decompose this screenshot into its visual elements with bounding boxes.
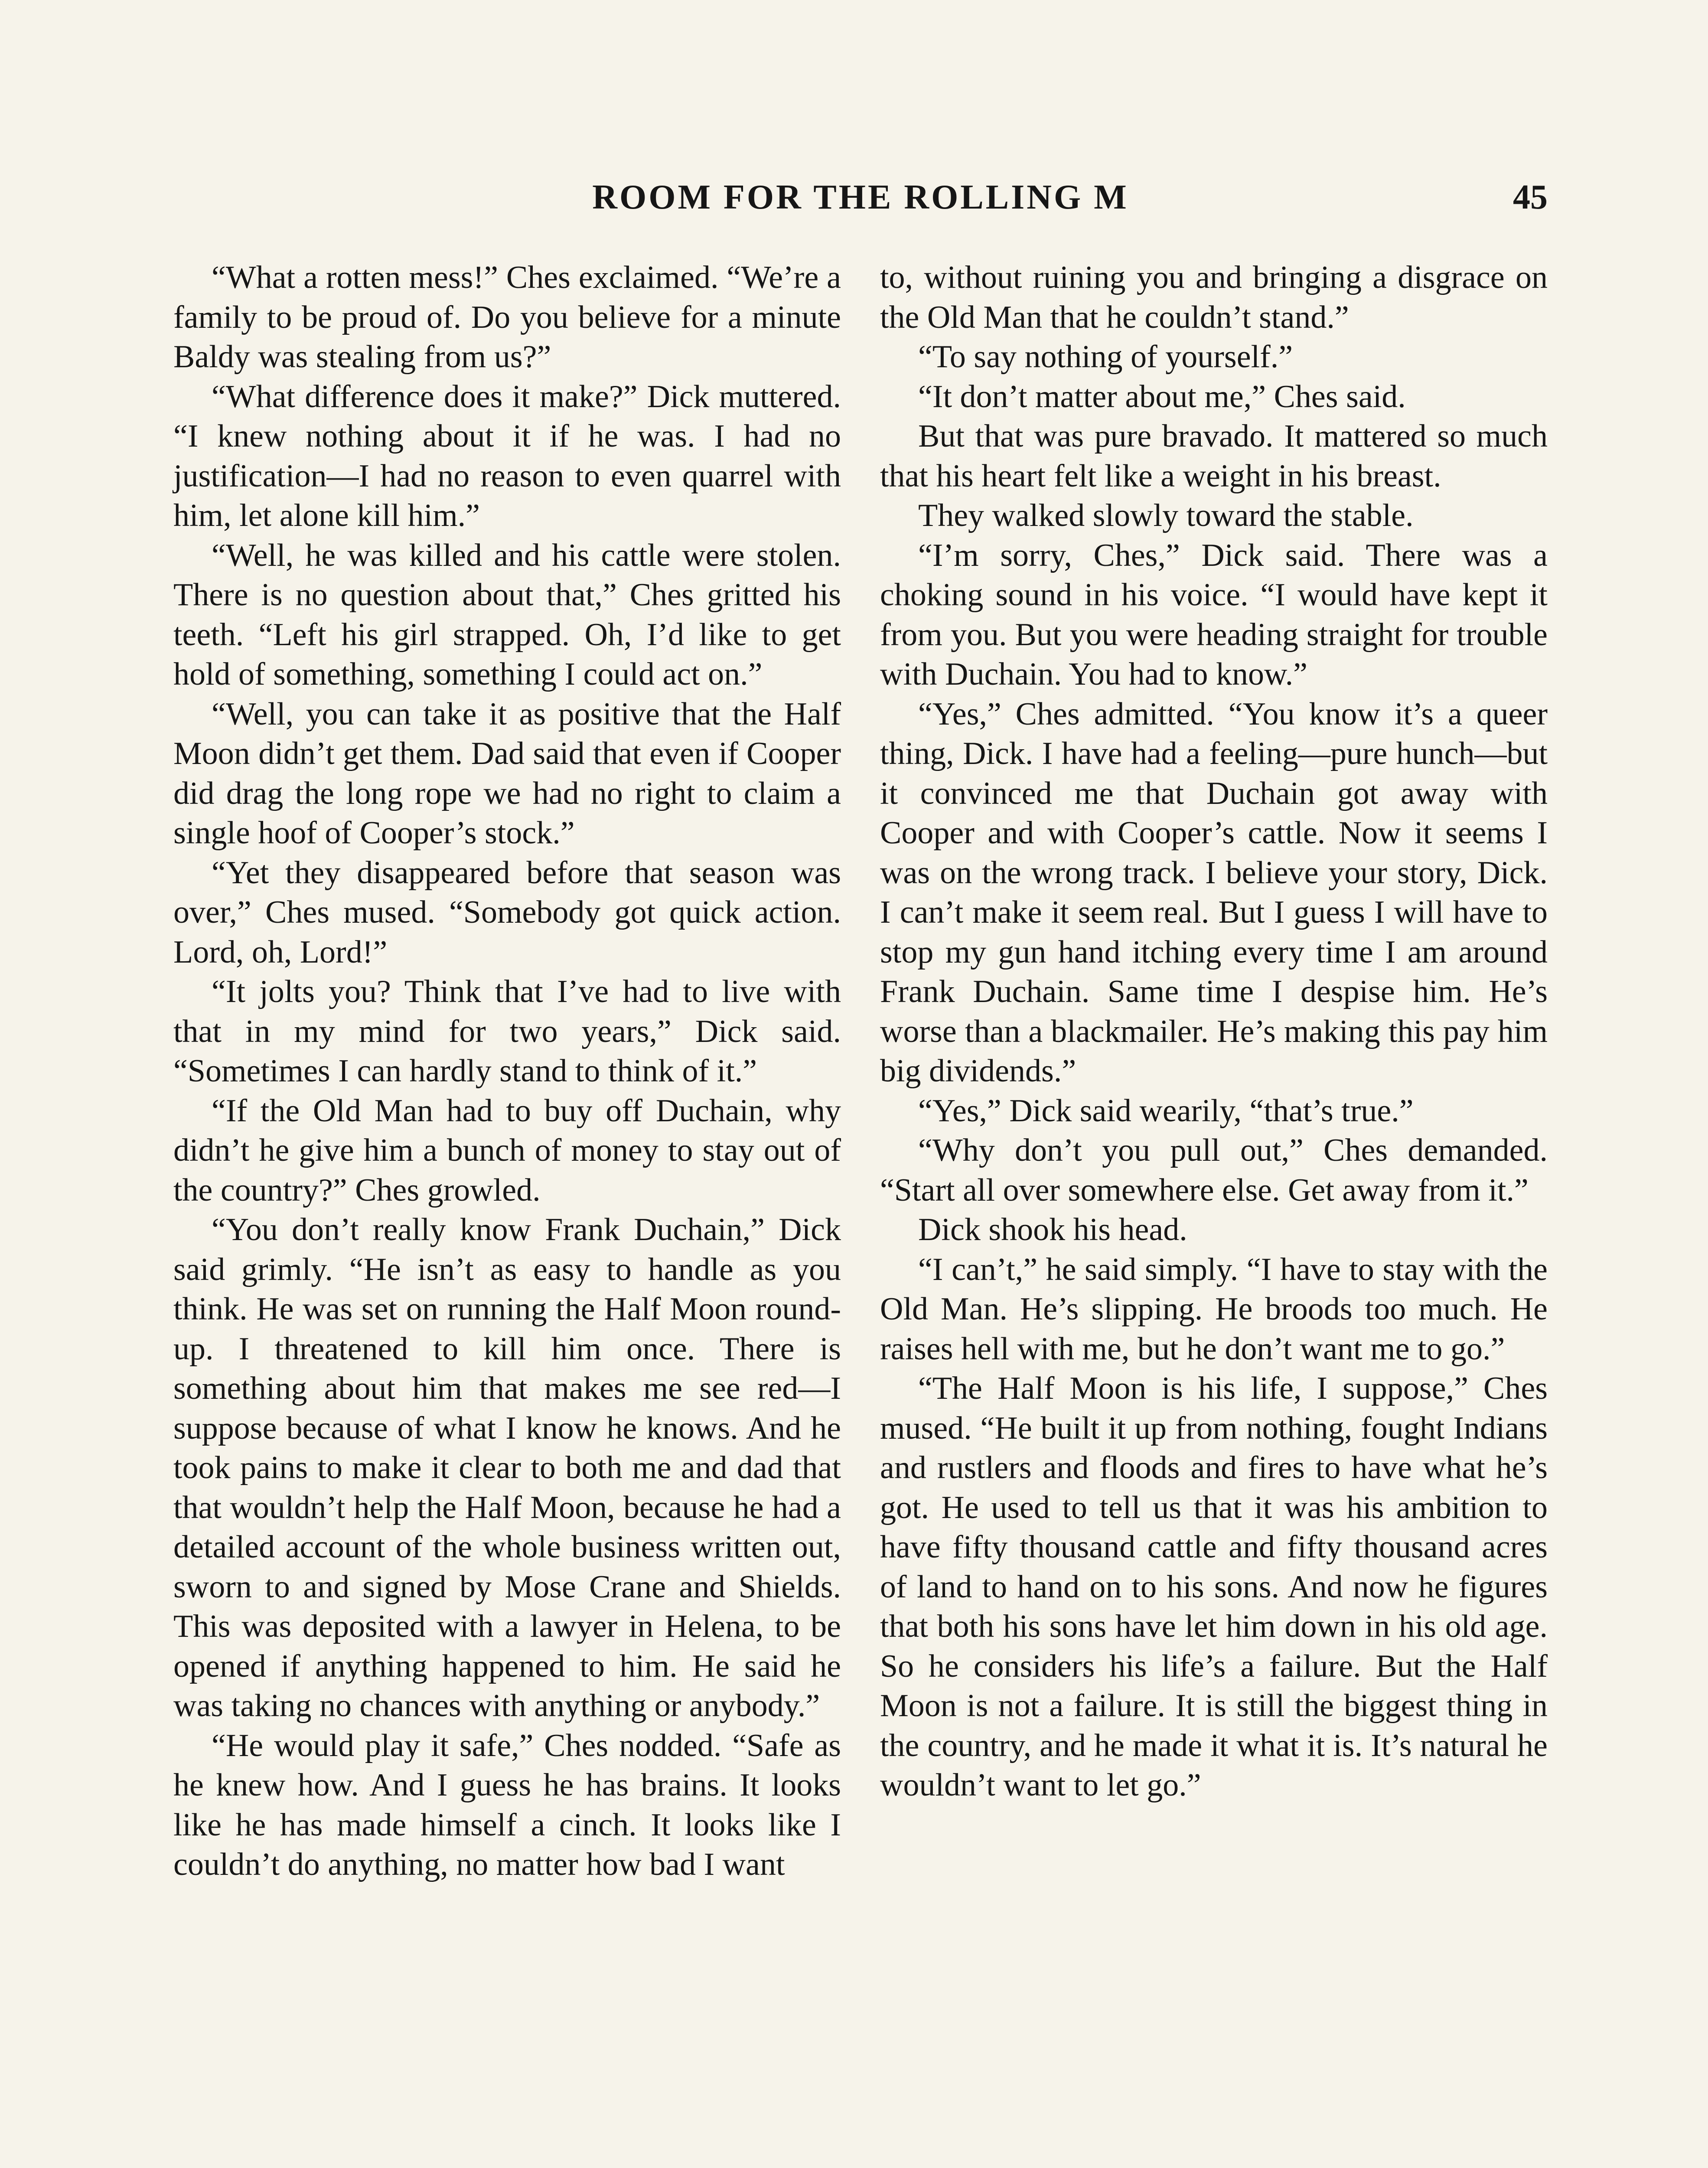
paragraph-continued: to, without ruining you and bringing a disgrace on the Old Man that he couldn’t stand.” <box>880 260 1548 335</box>
paragraph: But that was pure bravado. It mattered so much that his heart felt like a weight in his breast. <box>880 418 1548 494</box>
right-text-column <box>880 258 1548 1806</box>
page-number: 45 <box>1513 178 1548 216</box>
paragraph: “Well, he was killed and his cattle were stolen. There is no question about that,” Ches gritted his teeth. “Left his girl strapped. Oh, I’d like to get hold of something, something I could act on.” <box>173 537 841 692</box>
paragraph: “It jolts you? Think that I’ve had to live with that in my mind for two years,” Dick said. “Sometimes I can hardly stand to think of it.” <box>173 974 841 1089</box>
paragraph: They walked slowly toward the stable. <box>918 498 1414 533</box>
paragraph: “Why don’t you pull out,” Ches demanded. “Start all over somewhere else. Get away from it.” <box>880 1133 1548 1208</box>
paragraph: “I’m sorry, Ches,” Dick said. There was a choking sound in his voice. “I would have kept it from you. But you were heading straight for trouble with Duchain. You had to know.” <box>880 537 1548 692</box>
paragraph: “Yes,” Ches admitted. “You know it’s a queer thing, Dick. I have had a feeling—pure hunch—but it convinced me that Duchain got away with Cooper and with Cooper’s cattle. Now it seems I was on the wrong track. I believe your story, Dick. I can’t make it seem real. But I guess I will have to stop my gun hand itching every time I am around Frank Duchain. Same time I despise him. He’s worse than a blackmailer. He’s making this pay him big dividends.” <box>880 696 1548 1089</box>
running-title: ROOM FOR THE ROLLING M <box>592 178 1129 216</box>
paragraph: “The Half Moon is his life, I suppose,” Ches mused. “He built it up from nothing, fought Indians and rustlers and floods and fires to have what he’s got. He used to tell us that it was his ambition to have fifty thousand cattle and fifty thousand acres of land to hand on to his sons. And now he figures that both his sons have let him down in his old age. So he considers his life’s a failure. But the Half Moon is not a failure. It is still the biggest thing in the country, and he made it what it is. It’s natural he wouldn’t want to let go.” <box>880 1371 1548 1803</box>
paragraph: “Yet they disappeared before that season was over,” Ches mused. “Somebody got quick action. Lord, oh, Lord!” <box>173 855 841 970</box>
paragraph: “He would play it safe,” Ches nodded. “Safe as he knew how. And I guess he has brains. It looks like he has made himself a cinch. It looks like I couldn’t do anything, no matter how bad I want <box>173 1727 841 1882</box>
left-text-column <box>173 258 841 1885</box>
paragraph: “What a rotten mess!” Ches exclaimed. “We’re a family to be proud of. Do you believe for a minute Baldy was stealing from us?” <box>173 260 841 375</box>
paragraph: “What difference does it make?” Dick muttered. “I knew nothing about it if he was. I had no justification—I had no reason to even quarrel with him, let alone kill him.” <box>173 379 841 533</box>
running-header <box>173 173 1548 221</box>
paragraph: “I can’t,” he said simply. “I have to stay with the Old Man. He’s slipping. He broods too much. He raises hell with me, but he don’t want me to go.” <box>880 1251 1548 1367</box>
paragraph: “It don’t matter about me,” Ches said. <box>918 379 1406 415</box>
paragraph: “You don’t really know Frank Duchain,” Dick said grimly. “He isn’t as easy to handle as you think. He was set on running the Half Moon round-up. I threatened to kill him once. There is something about him that makes me see red—I suppose because of what I know he knows. And he took pains to make it clear to both me and dad that that wouldn’t help the Half Moon, because he had a detailed account of the whole business written out, sworn to and signed by Mose Crane and Shields. This was deposited with a lawyer in Helena, to be opened if anything happened to him. He said he was taking no chances with anything or anybody.” <box>173 1212 841 1724</box>
paragraph: “Yes,” Dick said wearily, “that’s true.” <box>918 1093 1414 1129</box>
paragraph: Dick shook his head. <box>918 1212 1187 1247</box>
paragraph: “To say nothing of yourself.” <box>918 339 1293 375</box>
paragraph: “If the Old Man had to buy off Duchain, why didn’t he give him a bunch of money to stay out of the country?” Ches growled. <box>173 1093 841 1208</box>
paragraph: “Well, you can take it as positive that the Half Moon didn’t get them. Dad said that even if Cooper did drag the long rope we had no right to claim a single hoof of Cooper’s stock.” <box>173 696 841 851</box>
